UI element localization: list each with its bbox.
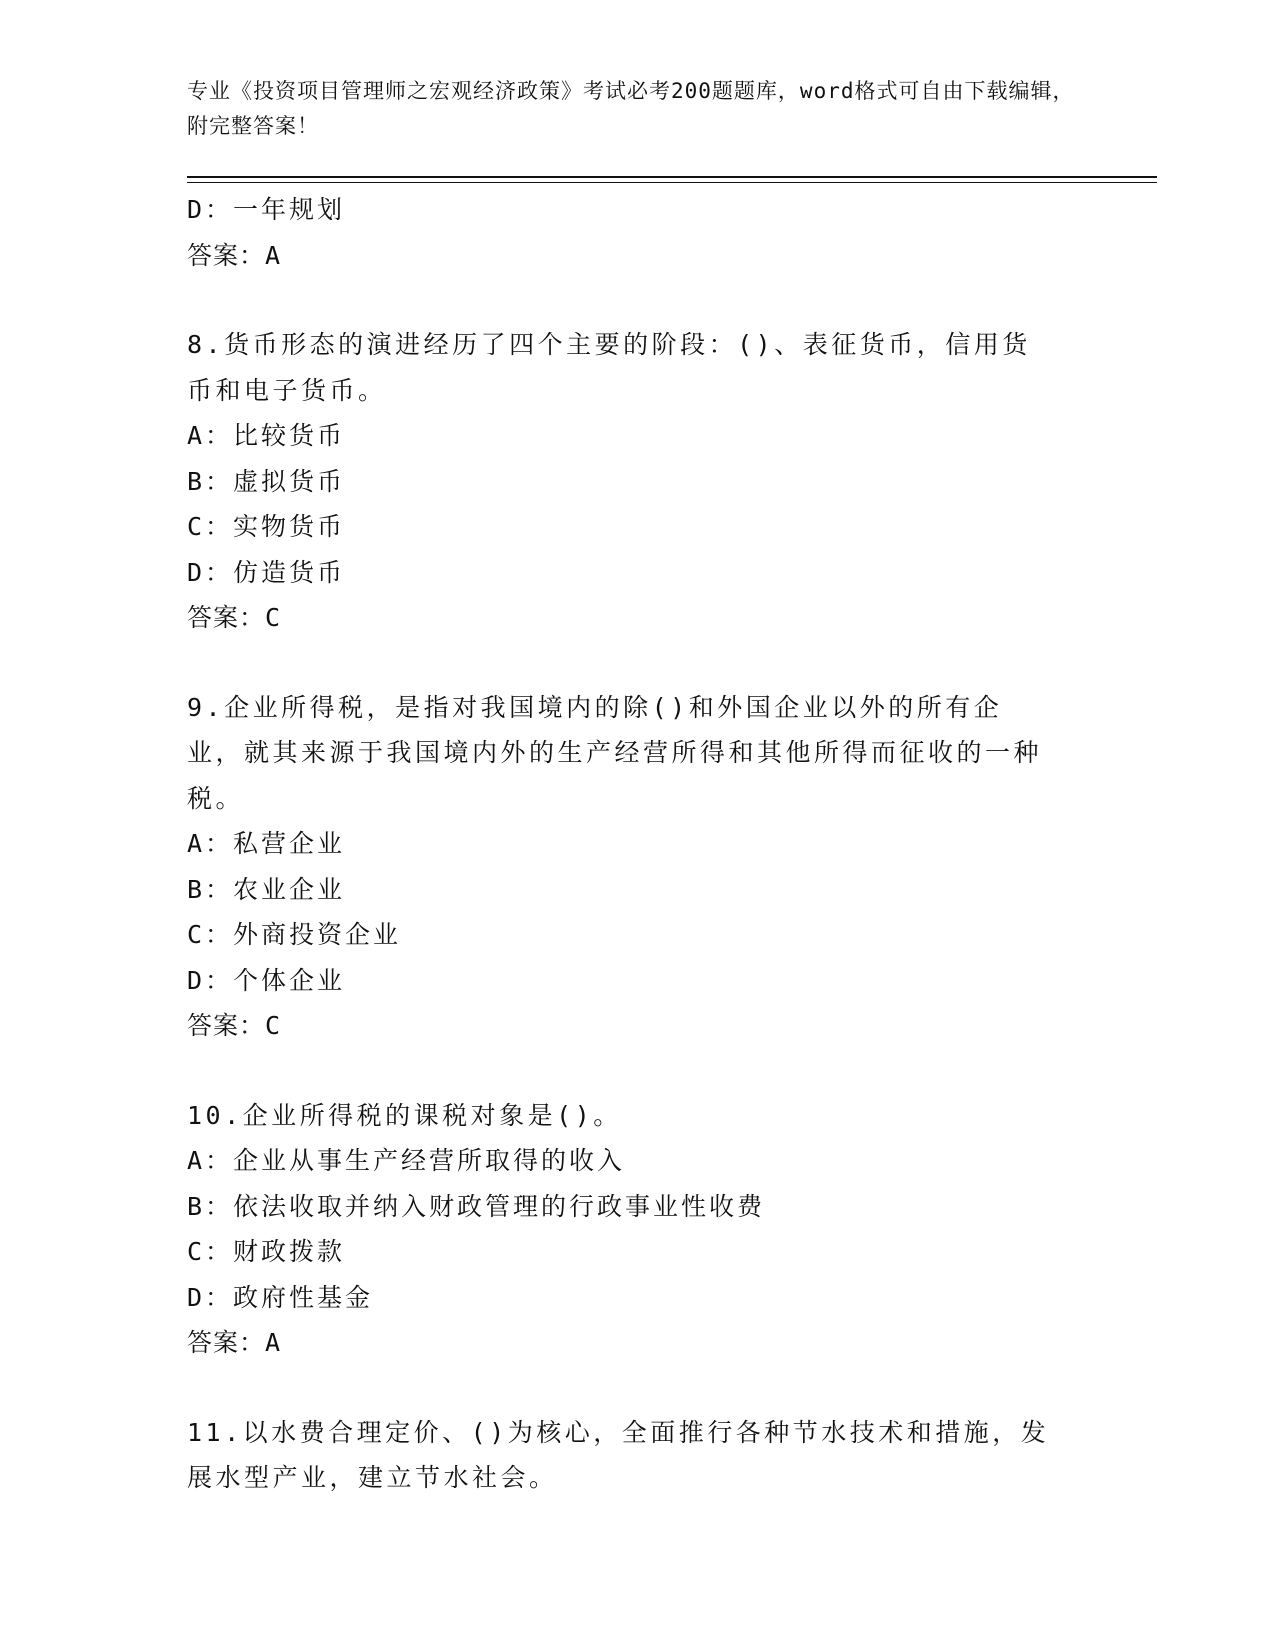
header-divider-thin	[187, 182, 1157, 183]
option-a: A：比较货币	[187, 421, 346, 450]
question-text: 8.货币形态的演进经历了四个主要的阶段：()、表征货币，信用货币和电子货币。	[187, 330, 1031, 405]
question-text: 11.以水费合理定价、()为核心，全面推行各种节水技术和措施，发展水型产业，建立节水社会。	[187, 1417, 1050, 1492]
option-d: D：个体企业	[187, 965, 346, 995]
option-d: D：一年规划	[187, 195, 346, 224]
question-text: 10.企业所得税的课税对象是()。	[187, 1100, 622, 1130]
question-block	[187, 1410, 1087, 1501]
document-content	[187, 187, 1087, 1501]
header-divider-thick	[187, 176, 1157, 178]
option-c: C：外商投资企业	[187, 920, 402, 949]
option-a: A：私营企业	[187, 829, 346, 858]
question-block	[187, 685, 1087, 1049]
option-c: C：实物货币	[187, 512, 346, 541]
document-header: 专业《投资项目管理师之宏观经济政策》考试必考200题题库，word格式可自由下载编辑，附完整答案！	[187, 79, 1075, 138]
option-b: B：农业企业	[187, 874, 346, 904]
option-a: A：企业从事生产经营所取得的收入	[187, 1146, 626, 1175]
option-c: C：财政拨款	[187, 1237, 346, 1266]
option-b: B：虚拟货币	[187, 466, 346, 496]
question-block	[187, 322, 1087, 641]
question-block	[187, 1093, 1087, 1366]
answer: 答案：C	[187, 1011, 282, 1040]
option-d: D：政府性基金	[187, 1282, 374, 1312]
option-d: D：仿造货币	[187, 557, 346, 587]
option-b: B：依法收取并纳入财政管理的行政事业性收费	[187, 1191, 766, 1221]
answer: 答案：A	[187, 1328, 282, 1357]
answer: 答案：C	[187, 603, 282, 632]
answer: 答案：A	[187, 240, 282, 270]
question-text: 9.企业所得税，是指对我国境内的除()和外国企业以外的所有企业，就其来源于我国境内外的生产经营所得和其他所得而征收的一种税。	[187, 692, 1043, 813]
